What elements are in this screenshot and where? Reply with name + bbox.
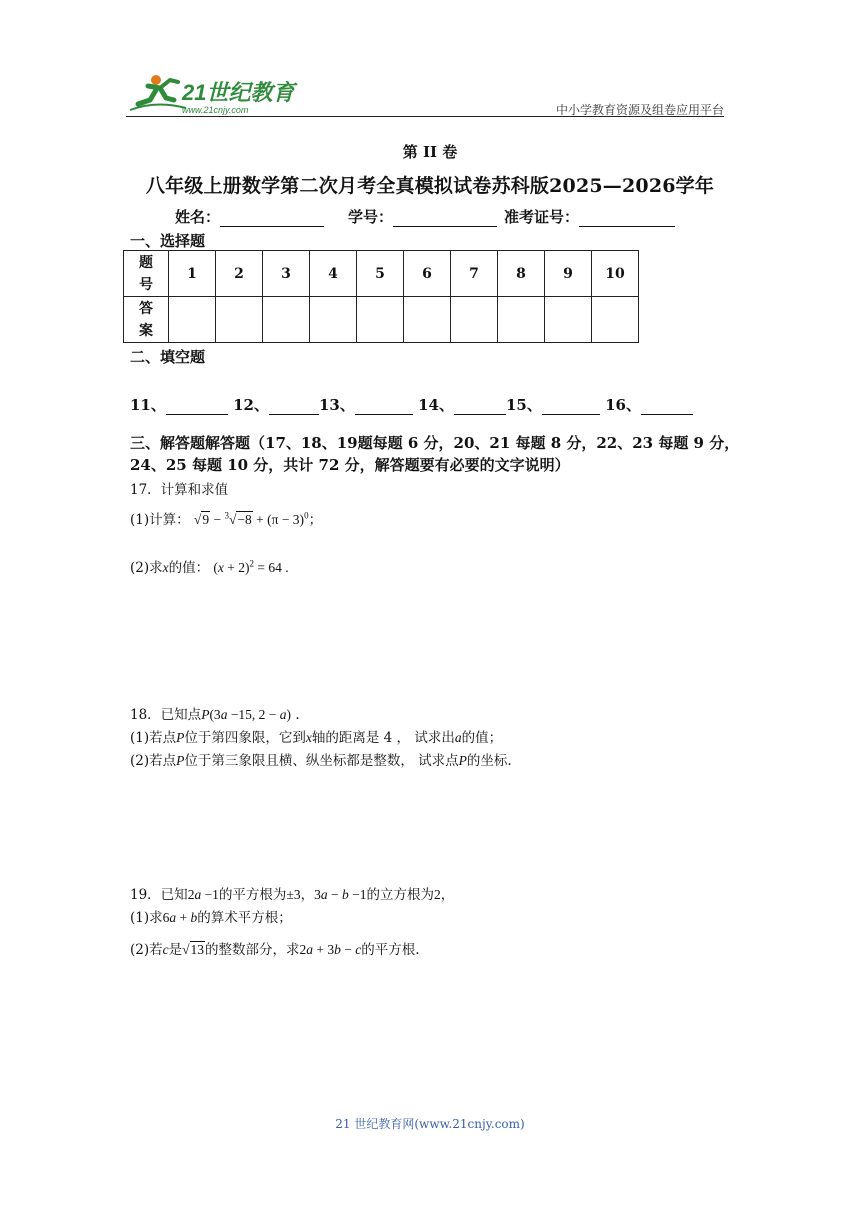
blank-15[interactable]: [542, 398, 600, 415]
name-blank[interactable]: [220, 210, 324, 227]
exam-no-label: 准考证号：: [504, 208, 580, 226]
blank-label-16: 16、: [605, 396, 641, 414]
blank-13[interactable]: [355, 398, 413, 415]
q18-point: P(3a −15, 2 − a): [201, 707, 292, 722]
blank-12[interactable]: [269, 398, 319, 415]
q19-part2: (2)若c是√13的整数部分，求2a + 3b − c的平方根.: [130, 942, 420, 958]
section-fill-heading: 二、填空题: [130, 348, 206, 366]
section-choice-heading: 一、选择题: [130, 232, 206, 250]
row-head-number: 题号: [124, 251, 169, 297]
q18-part2: (2)若点P位于第三象限且横、纵坐标都是整数， 试求点P的坐标.: [130, 753, 512, 769]
answer-cell[interactable]: [498, 297, 545, 343]
student-no-blank[interactable]: [393, 210, 497, 227]
answer-cell[interactable]: [357, 297, 404, 343]
blank-label-12: 12、: [233, 396, 269, 414]
logo-text: 21世纪教育: [182, 80, 295, 105]
number-cell: 1: [169, 251, 216, 297]
q17-part1: (1)计算： $√9 - ^3√-8 + (\pi - 3)^0$；: [130, 510, 323, 528]
site-logo: [126, 70, 326, 118]
blank-label-14: 14、: [418, 396, 454, 414]
header-divider: [126, 116, 724, 117]
q18-stem: 18．已知点P(3a −15, 2 − a) .: [130, 707, 300, 723]
page-title: 八年级上册数学第二次月考全真模拟试卷苏科版2025—2026学年: [145, 175, 715, 197]
answer-cell[interactable]: [169, 297, 216, 343]
answer-cell[interactable]: [310, 297, 357, 343]
section-solve-heading: 三、解答题解答题（17、18、19题每题 6 分，20、21 每题 8 分，22、23 每题 9 分，24、25 每题 10 分，共计 72 分，解答题要有必要的文字说明）: [130, 434, 740, 474]
blank-16[interactable]: [641, 398, 693, 415]
blank-label-15: 15、: [505, 396, 542, 414]
number-cell: 5: [357, 251, 404, 297]
q17-expression: $√9 - ^3√-8 + (\pi - 3)^0$: [193, 510, 309, 527]
blank-11[interactable]: [166, 398, 228, 415]
platform-label: 中小学教育资源及组卷应用平台: [555, 103, 724, 117]
q17-equation: $(x + 2)^2 = 64$ .: [213, 558, 289, 575]
answer-table: [123, 250, 639, 343]
blank-label-11: 11、: [130, 396, 166, 414]
number-cell: 3: [263, 251, 310, 297]
answer-cell[interactable]: [451, 297, 498, 343]
number-cell: 2: [216, 251, 263, 297]
exam-no-field: [504, 206, 675, 227]
number-cell: 9: [545, 251, 592, 297]
logo-url: www.21cnjy.com: [182, 105, 249, 115]
row-head-answer: 答案: [124, 297, 169, 343]
blank-14[interactable]: [454, 398, 506, 415]
name-field: [175, 206, 324, 227]
blank-label-13: 13、: [318, 396, 355, 414]
answer-cell[interactable]: [592, 297, 639, 343]
answer-cell[interactable]: [545, 297, 592, 343]
exam-no-blank[interactable]: [579, 210, 675, 227]
student-no-label: 学号：: [348, 208, 394, 226]
footer-link[interactable]: 21 世纪教育网(www.21cnjy.com): [335, 1117, 525, 1131]
q17-stem: 17．计算和求值: [130, 482, 229, 498]
q18-part1: (1)若点P位于第四象限，它到x轴的距离是 4 ， 试求出a的值；: [130, 730, 503, 746]
q17-part2: (2)求x的值： $(x + 2)^2 = 64$ .: [130, 558, 289, 576]
name-label: 姓名：: [175, 208, 221, 226]
table-row: [124, 297, 639, 343]
q19-stem: 19．已知2a −1的平方根为±3，3a − b −1的立方根为2，: [130, 887, 455, 903]
answer-cell[interactable]: [216, 297, 263, 343]
answer-cell[interactable]: [404, 297, 451, 343]
number-cell: 7: [451, 251, 498, 297]
q17-p2-mid: 的值：: [168, 560, 210, 576]
q17-p1-label: (1)计算：: [130, 512, 190, 528]
q17-p2-label: (2)求: [130, 560, 163, 576]
number-cell: 6: [404, 251, 451, 297]
q19-part1: (1)求6a + b的算术平方根；: [130, 910, 292, 926]
student-no-field: [348, 206, 497, 227]
fill-blank-line: [130, 394, 693, 415]
answer-cell[interactable]: [263, 297, 310, 343]
number-cell: 8: [498, 251, 545, 297]
table-row: [124, 251, 639, 297]
number-cell: 4: [310, 251, 357, 297]
number-cell: 10: [592, 251, 639, 297]
volume-label: 第 II 卷: [402, 143, 458, 161]
